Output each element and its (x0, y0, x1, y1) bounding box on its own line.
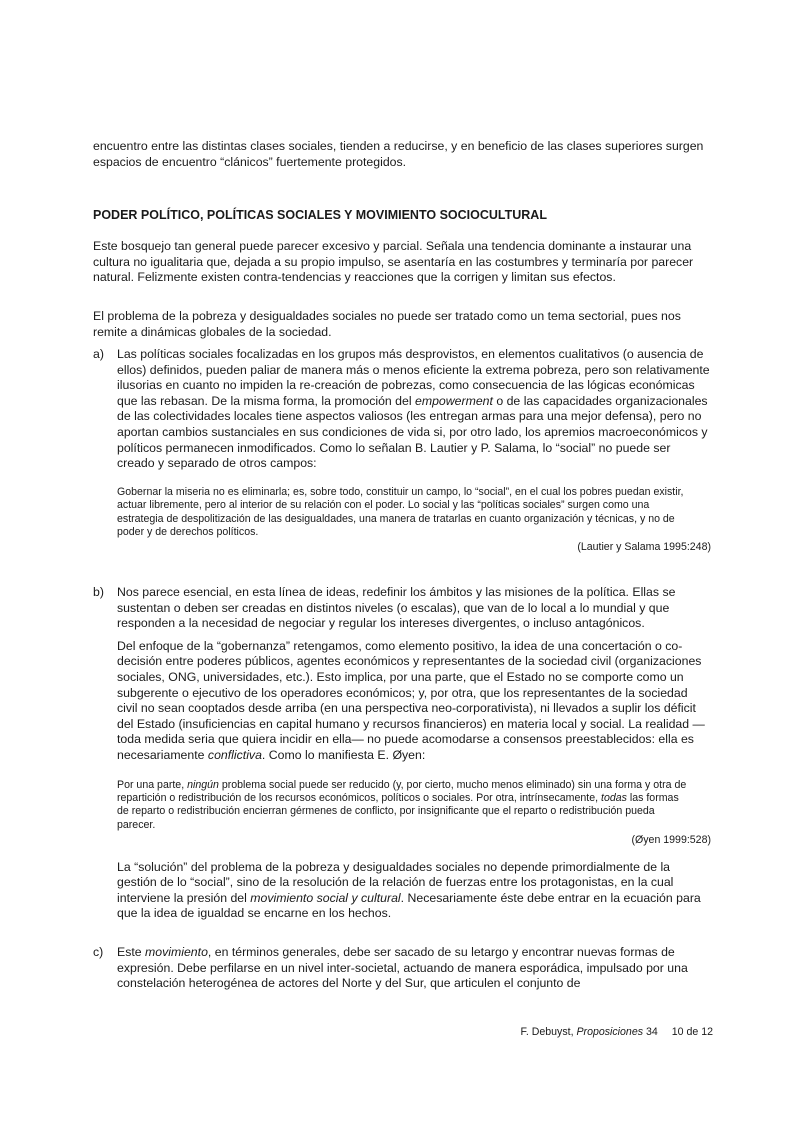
block-quote-oyen: Por una parte, ningún problema social puede ser reducido (y, por cierto, mucho menos eliminado) sin una forma y otra de repartición o redistribución de los recursos económicos, políticos o sociales. Por otra, intrínsecamente, todas las formas de reparto o redistribución encierran gérmenes de conflicto, por insignificante que el reparto o redistribución pueda parecer. (117, 778, 687, 831)
item-a-text: Las políticas sociales focalizadas en los grupos más desprovistos, en elementos cualitativos (o ausencia de ellos) definidos, pueden paliar de manera más o menos eficiente la extrema pobreza, pero son relativamente ilusorias en cuanto no impiden la re-creación de pobrezas, como consecuencia de las lógicas económicas que las rebasan. De la misma forma, la promoción del empowerment o de las capacidades organizacionales de las colectividades locales tiene aspectos valiosos (les entregan armas para una mejor defensa), pero no aportan cambios sustanciales en sus condiciones de vida si, por otro lado, los apremios macroeconómicos y políticos permanecen inmodificados. Como lo señalan B. Lautier y P. Salama, lo “social” no puede ser creado y separado de otros campos: (117, 347, 710, 471)
emphasis-todas: todas (601, 791, 627, 804)
paragraph-1: Este bosquejo tan general puede parecer excesivo y parcial. Señala una tendencia dominante a instaurar una cultura no igualitaria que, dejada a su propio impulso, se asentaría en las costumbres y terminaría por parecer natural. Felizmente existen contra-tendencias y reacciones que la corrigen y limitan sus efectos. (93, 239, 694, 285)
section-heading: PODER POLÍTICO, POLÍTICAS SOCIALES Y MOVIMIENTO SOCIOCULTURAL (93, 208, 547, 222)
emphasis-movimiento-social: movimiento social y cultural (250, 890, 401, 905)
footer-author: F. Debuyst, (520, 1026, 577, 1038)
quote-citation-lautier: (Lautier y Salama 1995:248) (577, 541, 711, 554)
quote-citation-oyen: (Øyen 1999:528) (631, 834, 711, 847)
page-number: 10 de 12 (671, 1026, 713, 1038)
block-quote-lautier: Gobernar la miseria no es eliminarla; es, sobre todo, constituir un campo, lo “social”, en el cual los pobres puedan existir, actuar libremente, pero al interior de su relación con el poder. Lo social y las “políticas sociales” surgen como una estrategia de despolitización de las desigualdades, una manera de tratarlas en cuanto organización y técnicas, y no de poder y de derechos políticos. (117, 485, 684, 538)
item-b-paragraph-2: Del enfoque de la “gobernanza” retengamos, como elemento positivo, la idea de una concertación o co-decisión entre poderes públicos, agentes económicos y representantes de la sociedad civil (organizaciones sociales, ONG, universidades, etc.). Esto implica, por una parte, que el Estado no se comporte como un subgerente o ejecutivo de los operadores económicos; y, por otra, que los representantes de la sociedad civil no sean cooptados desde arriba (en una perspectiva neo-corporativista), ni llevados a suplir los déficit del Estado (insuficiencias en capital humano y recursos financieros) en materia local y social. La realidad —toda medida seria que quiera incidir en ella— no puede acomodarse a consensos preestablecidos: ella es necesariamente conflictiva. Como lo manifiesta E. Øyen: (117, 638, 705, 762)
list-marker-b: b) (93, 585, 104, 599)
list-item-b (93, 585, 713, 922)
emphasis-movimiento: movimiento (145, 945, 208, 959)
list-marker-c: c) (93, 945, 104, 959)
page-footer (420, 1025, 713, 1041)
paragraph-2: El problema de la pobreza y desigualdades sociales no puede ser tratado como un tema sectorial, pues nos remite a dinámicas globales de la sociedad. (93, 309, 681, 339)
list-marker-a: a) (93, 347, 104, 361)
emphasis-conflictiva: conflictiva (207, 747, 262, 762)
list-item-a (93, 347, 713, 555)
emphasis-ningun: ningún (187, 778, 219, 791)
footer-issue: 34 (643, 1026, 658, 1038)
item-c-text: Este movimiento, en términos generales, debe ser sacado de su letargo y encontrar nuevas formas de expresión. Debe perfilarse en un nivel inter-societal, actuando de manera esporádica, impulsado por una constelación heterogénea de actores del Norte y del Sur, que articulen el conjunto de (117, 945, 688, 991)
item-b-paragraph-1: Nos parece esencial, en esta línea de ideas, redefinir los ámbitos y las misiones de la política. Ellas se sustentan o deben ser creadas en distintos niveles (o escalas), que van de lo local a lo mundial y que responden a la necesidad de negociar y regular los intereses divergentes, o incluso antagónicos. (117, 585, 676, 631)
list-item-c (93, 945, 713, 992)
item-b-paragraph-3: La “solución” del problema de la pobreza y desigualdades sociales no depende primordialmente de la gestión de lo “social”, sino de la resolución de la relación de fuerzas entre los protagonistas, en la cual interviene la presión del movimiento social y cultural. Necesariamente éste debe entrar en la ecuación para que la idea de igualdad se encarne en los hechos. (117, 859, 701, 921)
emphasis-empowerment: empowerment (415, 393, 493, 408)
footer-journal: Proposiciones (576, 1026, 644, 1038)
intro-paragraph: encuentro entre las distintas clases sociales, tienden a reducirse, y en beneficio de las clases superiores surgen espacios de encuentro “clánicos” fuertemente protegidos. (93, 139, 704, 169)
